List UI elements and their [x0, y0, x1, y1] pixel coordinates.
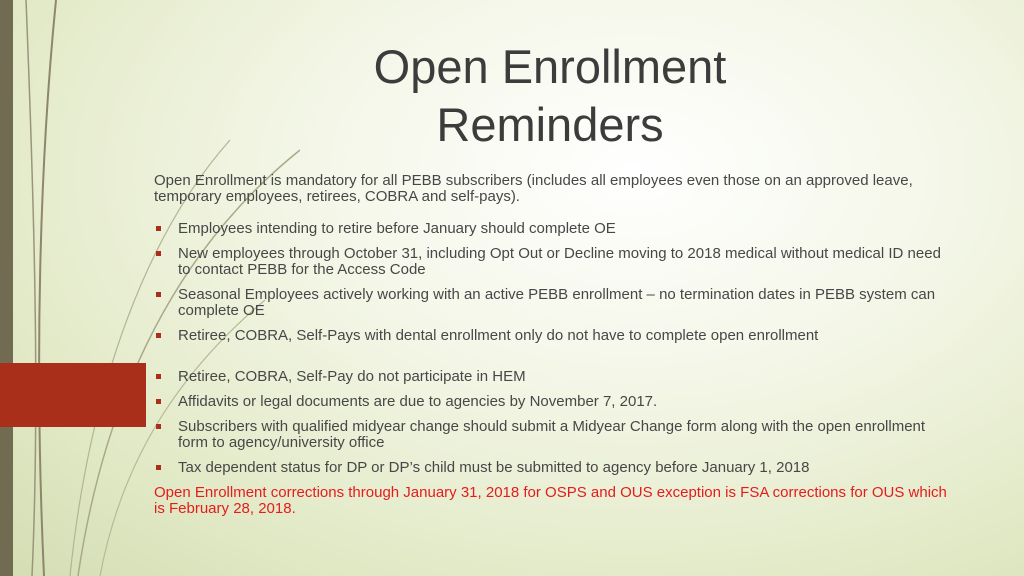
title-line-2: Reminders	[436, 98, 664, 151]
square-bullet-icon	[156, 399, 161, 404]
square-bullet-icon	[156, 292, 161, 297]
square-bullet-icon	[156, 424, 161, 429]
square-bullet-icon	[156, 374, 161, 379]
square-bullet-icon	[156, 465, 161, 470]
accent-tab	[0, 363, 146, 427]
intro-paragraph: Open Enrollment is mandatory for all PEBB subscribers (includes all employees even those on an approved leave, temporary employees, retirees, COBRA and self-pays).	[154, 172, 913, 205]
title-line-1: Open Enrollment	[373, 40, 727, 93]
slide-content	[154, 173, 954, 533]
bullet-item	[154, 287, 954, 319]
bullet-item	[154, 460, 954, 476]
bullet-item	[154, 419, 954, 451]
bullet-text: Retiree, COBRA, Self-Pays with dental enrollment only do not have to complete open enrollment	[178, 327, 819, 344]
bullet-text: Seasonal Employees actively working with an active PEBB enrollment – no termination dates in PEBB system can complete OE	[178, 286, 936, 319]
bullet-item	[154, 394, 954, 410]
bullet-text: Affidavits or legal documents are due to agencies by November 7, 2017.	[178, 393, 658, 410]
bullet-text: Employees intending to retire before January should complete OE	[178, 220, 616, 237]
square-bullet-icon	[156, 333, 161, 338]
bullet-text: New employees through October 31, including Opt Out or Decline moving to 2018 medical without medical ID need to contact PEBB for the Access Code	[178, 245, 941, 278]
bullet-item	[154, 369, 954, 385]
square-bullet-icon	[156, 251, 161, 256]
corrections-note: Open Enrollment corrections through January 31, 2018 for OSPS and OUS exception is FSA corrections for OUS which is February 28, 2018.	[154, 484, 947, 517]
slide-title	[290, 38, 810, 154]
bullet-item	[154, 221, 954, 237]
square-bullet-icon	[156, 226, 161, 231]
bullet-text: Retiree, COBRA, Self-Pay do not participate in HEM	[178, 368, 526, 385]
bullet-list	[154, 221, 954, 476]
bullet-item	[154, 246, 954, 278]
bullet-item	[154, 328, 954, 344]
bullet-text: Tax dependent status for DP or DP’s child must be submitted to agency before January 1, 2018	[178, 459, 810, 476]
bullet-text: Subscribers with qualified midyear change should submit a Midyear Change form along with the open enrollment form to agency/university office	[178, 418, 926, 451]
